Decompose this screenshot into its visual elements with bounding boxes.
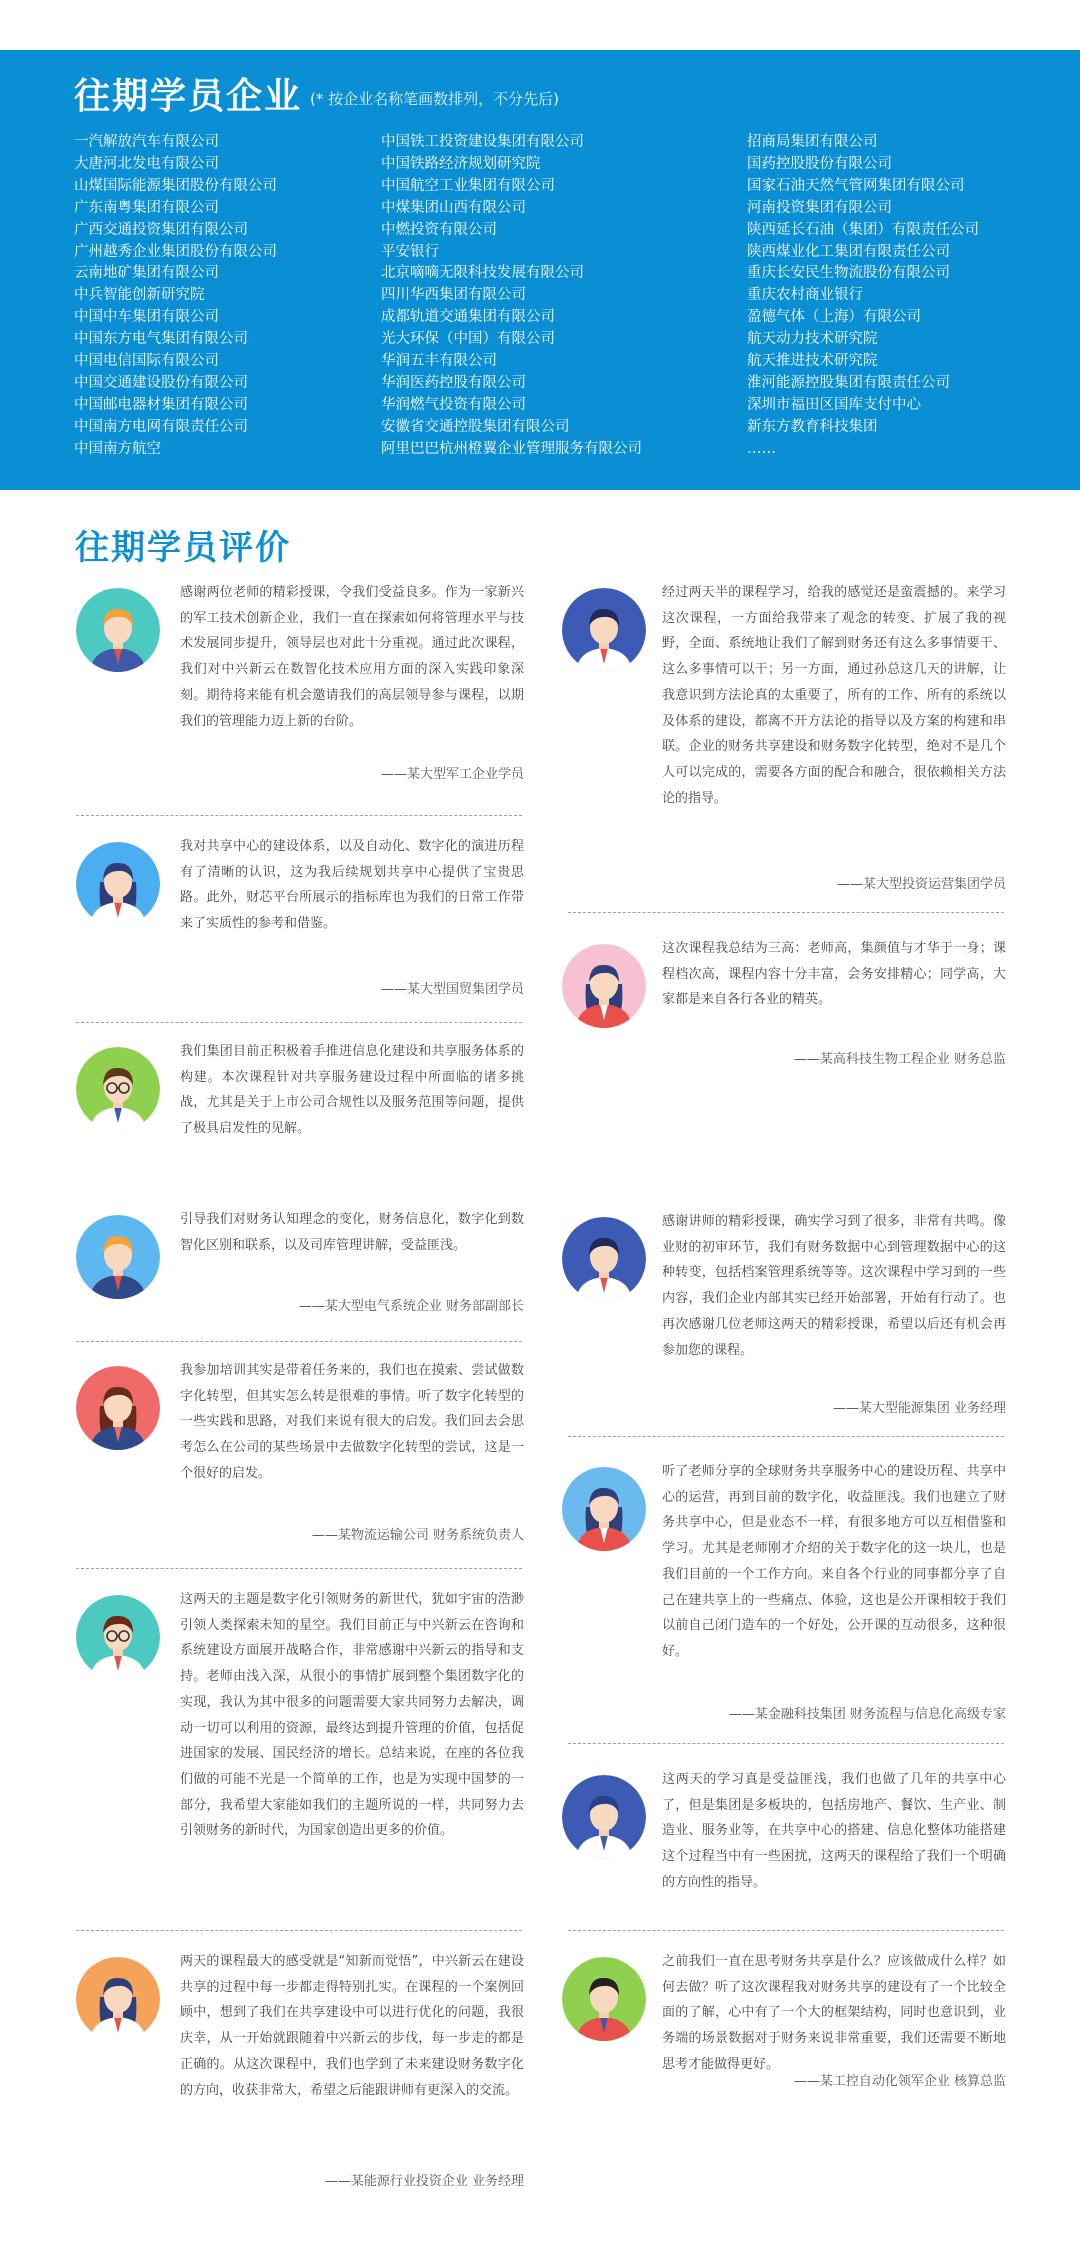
- company-name: 北京嘀嘀无限科技发展有限公司: [381, 265, 584, 282]
- review-text: 感谢讲师的精彩授课，确实学习到了很多，非常有共鸣。像业财的初审环节，我们有财务数据中心到管理数据中心的这种转变，包括档案管理系统等等。这次课程中学习到的一些内容，我们企业内部其实已经开始部署，开始有行动了。也再次感谢几位老师这两天的精彩授课，希望以后还有机会再参加您的课程。: [662, 1214, 1006, 1358]
- company-name: 中国中车集团有限公司: [74, 309, 219, 326]
- review-text: 引导我们对财务认知理念的变化，财务信息化，数字化到数智化区别和联系，以及司库管理讲解，受益匪浅。: [180, 1212, 524, 1253]
- review-divider: [76, 1568, 522, 1569]
- review-signature: ——某高科技生物工程企业 财务总监: [793, 1052, 1006, 1067]
- review-text: 我参加培训其实是带着任务来的，我们也在摸索、尝试做数字化转型，但其实怎么转是很难的事情。听了数字化转型的一些实践和思路，对我们来说有很大的启发。我们回去会思考怎么在公司的某些场景中去做数字化转型的尝试，这是一个很好的启发。: [180, 1363, 524, 1481]
- company-name: 航天动力技术研究院: [747, 331, 878, 348]
- review-text: 这次课程我总结为三高：老师高，集颜值与才华于一身；课程档次高，课程内容十分丰富，会务安排精心；同学高，大家都是来自各行各业的精英。: [662, 941, 1006, 1008]
- company-name: 国药控股股份有限公司: [747, 155, 892, 172]
- review-signature: ——某物流运输公司 财务系统负责人: [311, 1528, 524, 1543]
- company-name: 招商局集团有限公司: [747, 134, 878, 150]
- review-signature: ——某工控自动化领军企业 核算总监: [793, 2074, 1006, 2089]
- company-name: 深圳市福田区国库支付中心: [747, 396, 921, 413]
- review-divider: [568, 912, 1004, 913]
- company-name: 盈德气体（上海）有限公司: [747, 309, 921, 326]
- company-name: 新东方教育科技集团: [747, 418, 878, 435]
- review-divider: [76, 1341, 522, 1342]
- company-name: 安徽省交通控股集团有限公司: [381, 418, 570, 435]
- company-name: 光大环保（中国）有限公司: [381, 331, 555, 348]
- review-text: 这两天的学习真是受益匪浅，我们也做了几年的共享中心了，但是集团是多板块的，包括房地产、餐饮、生产业、制造业、服务业等，在共享中心的搭建、信息化整体功能搭建这个过程当中有一些困扰，这两天的课程给了我们一个明确的方向性的指导。: [662, 1772, 1006, 1890]
- avatar-man-glasses-icon: [76, 1047, 160, 1131]
- company-name: 广西交通投资集团有限公司: [74, 221, 248, 238]
- avatar-man-green-bg-icon: [562, 1957, 646, 2041]
- company-name: 山煤国际能源集团股份有限公司: [74, 177, 277, 194]
- company-name: 中国交通建设股份有限公司: [74, 374, 248, 391]
- review-text: 经过两天半的课程学习，给我的感觉还是蛮震撼的。来学习这次课程，一方面给我带来了观念的转变、扩展了我的视野，全面、系统地让我们了解到财务还有这么多事情要干、这么多事情可以干；另一方面，通过孙总这几天的讲解，让我意识到方法论真的太重要了，所有的工作、所有的系统以及体系的建设，都离不开方法论的指导以及方案的构建和串联。企业的财务共享建设和财务数字化转型，绝对不是几个人可以完成的，需要各方面的配合和融合，很依赖相关方法论的指导。: [662, 585, 1006, 806]
- review-divider: [568, 1743, 1004, 1744]
- company-name: 广东南粤集团有限公司: [74, 199, 219, 216]
- company-name: 华润燃气投资有限公司: [381, 396, 526, 413]
- review-signature: ——某大型投资运营集团学员: [836, 877, 1006, 892]
- company-name: 成都轨道交通集团有限公司: [381, 309, 555, 326]
- review-text: 这两天的主题是数字化引领财务的新世代，犹如宇宙的浩渺引领人类探索未知的星空。我们目前正与中兴新云在咨询和系统建设方面展开战略合作，非常感谢中兴新云的指导和支持。老师由浅入深，从很小的事情扩展到整个集团数字化的实现，我认为其中很多的问题需要大家共同努力去解决，调动一切可以利用的资源，最终达到提升管理的价值，包括促进国家的发展、国民经济的增长。总结来说，在座的各位我们做的可能不光是一个简单的工作，也是为实现中国梦的一部分，我希望大家能如我们的主题所说的一样，共同努力去引领财务的新时代，为国家创造出更多的价值。: [180, 1592, 524, 1839]
- review-signature: ——某金融科技集团 财务流程与信息化高级专家: [728, 1707, 1006, 1722]
- avatar-woman-pink-bg-icon: [562, 944, 646, 1028]
- avatar-man-orange-hair-icon: [76, 588, 160, 672]
- reviews-title: 往期学员评价: [75, 528, 291, 568]
- review-signature: ——某能源行业投资企业 业务经理: [324, 2174, 524, 2189]
- company-name: 中燃投资有限公司: [381, 221, 497, 238]
- company-name: ……: [747, 440, 776, 457]
- company-name: 河南投资集团有限公司: [747, 199, 892, 216]
- company-name: 中国铁路经济规划研究院: [381, 155, 541, 172]
- company-name: 中煤集团山西有限公司: [381, 199, 526, 216]
- companies-title: 往期学员企业: [74, 76, 303, 117]
- company-name: 中国电信国际有限公司: [74, 353, 219, 370]
- company-name: 中国南方电网有限责任公司: [74, 418, 248, 435]
- companies-note: (* 按企业名称笔画数排列，不分先后): [310, 90, 559, 108]
- avatar-man-blue-bg-icon: [562, 1217, 646, 1301]
- review-signature: ——某大型能源集团 业务经理: [832, 1401, 1006, 1416]
- company-name: 航天推进技术研究院: [747, 353, 878, 370]
- company-name: 云南地矿集团有限公司: [74, 265, 219, 282]
- review-divider: [76, 1022, 522, 1023]
- company-name: 重庆农村商业银行: [747, 287, 863, 304]
- review-text: 两天的课程最大的感受就是“知新而觉悟”，中兴新云在建设共享的过程中每一步都走得特别扎实。在课程的一个案例回顾中，想到了我们在共享建设中可以进行优化的问题，我很庆幸，从一开始就跟随着中兴新云的步伐，每一步走的都是正确的。从这次课程中，我们也学到了未来建设财务数字化的方向，收获非常大，希望之后能跟讲师有更深入的交流。: [180, 1954, 524, 2098]
- review-signature: ——某大型军工企业学员: [380, 767, 524, 782]
- company-name: 中国航空工业集团有限公司: [381, 177, 555, 194]
- company-name: 中国铁工投资建设集团有限公司: [381, 134, 584, 150]
- company-name: 淮河能源控股集团有限责任公司: [747, 374, 950, 391]
- company-column-2: [381, 132, 642, 461]
- company-name: 陕西煤业化工集团有限责任公司: [747, 243, 950, 260]
- company-name: 中国南方航空: [74, 440, 161, 457]
- company-name: 平安银行: [381, 243, 439, 260]
- company-name: 华润五丰有限公司: [381, 353, 497, 370]
- company-name: 国家石油天然气管网集团有限公司: [747, 177, 965, 194]
- company-name: 中兵智能创新研究院: [74, 287, 205, 304]
- review-divider: [568, 1436, 1004, 1437]
- review-signature: ——某大型电气系统企业 财务部副部长: [298, 1299, 524, 1314]
- company-name: 阿里巴巴杭州橙翼企业管理服务有限公司: [381, 440, 642, 457]
- company-name: 一汽解放汽车有限公司: [74, 134, 219, 150]
- company-name: 大唐河北发电有限公司: [74, 155, 219, 172]
- avatar-woman-light-blue-bg-icon: [562, 1467, 646, 1551]
- company-name: 广州越秀企业集团股份有限公司: [74, 243, 277, 260]
- avatar-woman-dark-hair-icon: [76, 842, 160, 926]
- review-text: 听了老师分享的全球财务共享服务中心的建设历程、共享中心的运营，再到目前的数字化，收益匪浅。我们也建立了财务共享中心，但是业态不一样，有很多地方可以互相借鉴和学习。尤其是老师刚才介绍的关于数字化的这一块儿，也是我们目前的一个工作方向。来自各个行业的同事都分享了自己在建共享上的一些痛点、体验，这也是公开课相较于我们以前自己闭门造车的一个好处，公开课的互动很多，这种很好。: [662, 1464, 1006, 1659]
- avatar-woman-orange-bg-icon: [76, 1957, 160, 2041]
- companies-banner: [0, 50, 1080, 490]
- company-name: 中国东方电气集团有限公司: [74, 331, 248, 348]
- company-name: 陕西延长石油（集团）有限责任公司: [747, 221, 979, 238]
- avatar-woman-red-bg-icon: [76, 1366, 160, 1450]
- avatar-man-orange-hair-icon: [76, 1215, 160, 1299]
- review-text: 我们集团目前正积极着手推进信息化建设和共享服务体系的构建。本次课程针对共享服务建设过程中所面临的诸多挑战，尤其是关于上市公司合规性以及服务范围等问题，提供了极具启发性的见解。: [180, 1044, 524, 1137]
- avatar-man-blue-bg-icon: [562, 588, 646, 672]
- review-text: 之前我们一直在思考财务共享是什么？应该做成什么样？如何去做？听了这次课程我对财务共享的建设有了一个比较全面的了解，心中有了一个大的框架结构，同时也意识到，业务端的场景数据对于财务来说非常重要，我们还需要不断地思考才能做得更好。: [662, 1954, 1006, 2072]
- company-column-3: [747, 132, 979, 461]
- review-text: 感谢两位老师的精彩授课，令我们受益良多。作为一家新兴的军工技术创新企业，我们一直在探索如何将管理水平与技术发展同步提升，领导层也对此十分重视。通过此次课程，我们对中兴新云在数智化技术应用方面的深入实践印象深刻。期待将来能有机会邀请我们的高层领导参与课程，以期我们的管理能力迈上新的台阶。: [180, 585, 524, 729]
- review-text: 我对共享中心的建设体系，以及自动化、数字化的演进历程有了清晰的认识，这为我后续规划共享中心提供了宝贵思路。此外，财芯平台所展示的指标库也为我们的日常工作带来了实质性的参考和借鉴。: [180, 839, 524, 932]
- company-name: 中国邮电器材集团有限公司: [74, 396, 248, 413]
- company-name: 四川华西集团有限公司: [381, 287, 526, 304]
- top-margin: [0, 0, 1080, 50]
- avatar-man-blue-bg-icon: [562, 1775, 646, 1859]
- company-column-1: [74, 132, 277, 461]
- review-signature: ——某大型国贸集团学员: [380, 982, 524, 997]
- review-divider: [568, 1930, 1004, 1931]
- company-name: 华润医药控股有限公司: [381, 374, 526, 391]
- company-name: 重庆长安民生物流股份有限公司: [747, 265, 950, 282]
- review-divider: [76, 1930, 522, 1931]
- review-divider: [76, 815, 522, 816]
- avatar-man-glasses-icon: [76, 1595, 160, 1679]
